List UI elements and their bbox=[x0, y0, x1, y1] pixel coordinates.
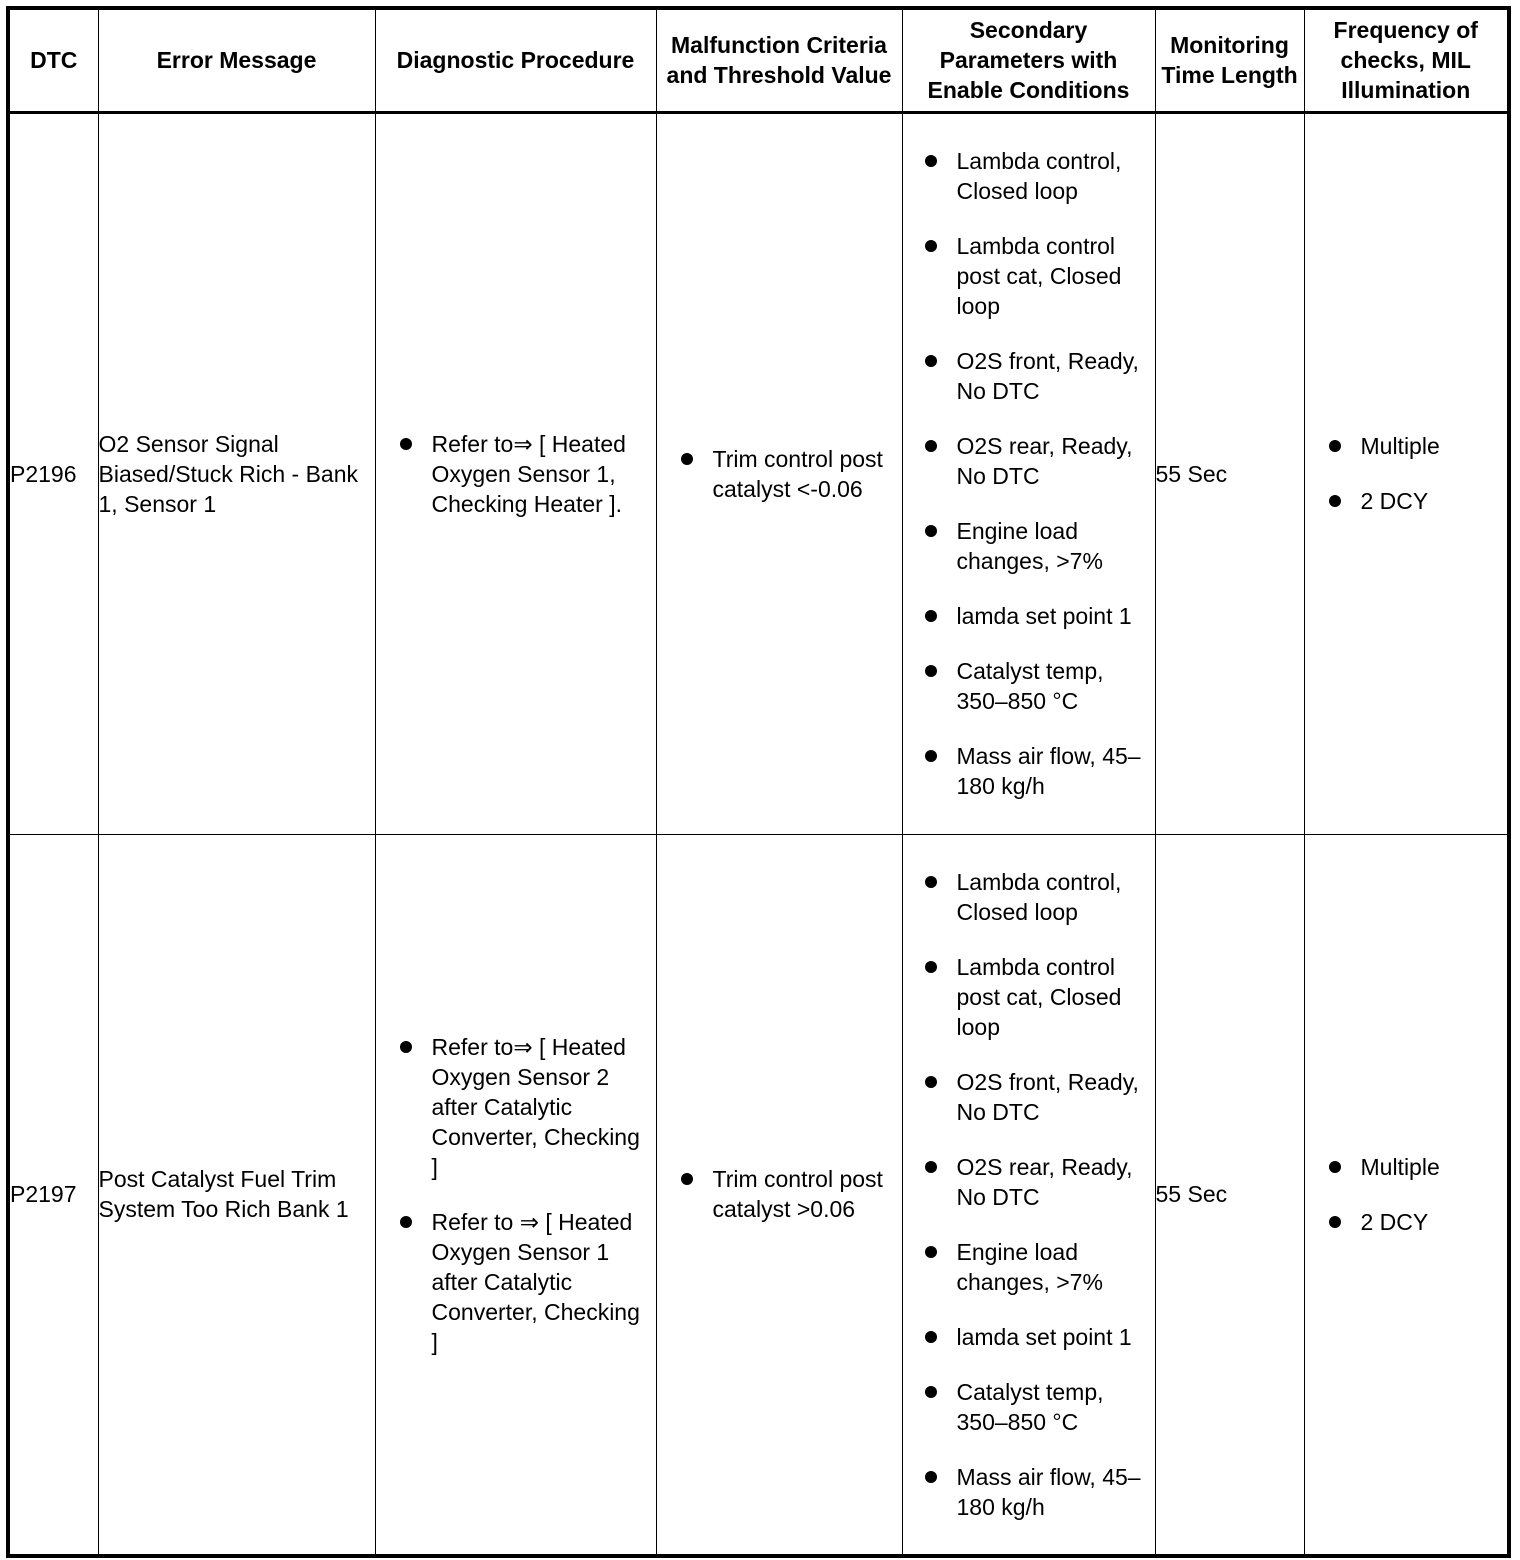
secondary-parameter-item: Mass air flow, 45–180 kg/h bbox=[903, 1462, 1155, 1522]
table-row bbox=[8, 834, 1509, 1556]
secondary-parameter-item: Mass air flow, 45–180 kg/h bbox=[903, 741, 1155, 801]
frequency-list bbox=[1305, 431, 1508, 516]
secondary-parameter-item: Lambda control, Closed loop bbox=[903, 146, 1155, 206]
frequency-cell bbox=[1304, 112, 1509, 834]
error-message-cell: Post Catalyst Fuel Trim System Too Rich Bank 1 bbox=[98, 834, 375, 1556]
monitoring-time-cell: 55 Sec bbox=[1155, 112, 1304, 834]
diagnostic-procedure-list bbox=[376, 429, 656, 519]
header-monitoring-time: Monitoring Time Length bbox=[1155, 8, 1304, 112]
dtc-code-cell: P2196 bbox=[8, 112, 98, 834]
secondary-parameter-item: Engine load changes, >7% bbox=[903, 516, 1155, 576]
secondary-parameter-item: O2S rear, Ready, No DTC bbox=[903, 1152, 1155, 1212]
secondary-parameter-item: Catalyst temp, 350–850 °C bbox=[903, 656, 1155, 716]
frequency-item: Multiple bbox=[1305, 1152, 1508, 1182]
secondary-parameters-cell bbox=[902, 834, 1155, 1556]
dtc-code-cell: P2197 bbox=[8, 834, 98, 1556]
secondary-parameter-item: O2S rear, Ready, No DTC bbox=[903, 431, 1155, 491]
secondary-parameters-cell bbox=[902, 112, 1155, 834]
header-malfunction-criteria: Malfunction Criteria and Threshold Value bbox=[656, 8, 902, 112]
frequency-item: 2 DCY bbox=[1305, 1207, 1508, 1237]
dtc-table bbox=[6, 6, 1511, 1558]
secondary-parameter-item: O2S front, Ready, No DTC bbox=[903, 346, 1155, 406]
diagnostic-procedure-cell bbox=[375, 834, 656, 1556]
diagnostic-procedure-cell bbox=[375, 112, 656, 834]
malfunction-criteria-item: Trim control post catalyst >0.06 bbox=[657, 1164, 902, 1224]
malfunction-criteria-list bbox=[657, 1164, 902, 1224]
diagnostic-procedure-item: Refer to⇒ [ Heated Oxygen Sensor 1, Checking Heater ]. bbox=[376, 429, 656, 519]
monitoring-time-cell: 55 Sec bbox=[1155, 834, 1304, 1556]
secondary-parameter-item: lamda set point 1 bbox=[903, 1322, 1155, 1352]
secondary-parameter-item: Lambda control post cat, Closed loop bbox=[903, 952, 1155, 1042]
diagnostic-procedure-item: Refer to⇒ [ Heated Oxygen Sensor 2 after Catalytic Converter, Checking ] bbox=[376, 1032, 656, 1182]
error-message-cell: O2 Sensor Signal Biased/Stuck Rich - Bank 1, Sensor 1 bbox=[98, 112, 375, 834]
table-body bbox=[8, 112, 1509, 1556]
malfunction-criteria-item: Trim control post catalyst <-0.06 bbox=[657, 444, 902, 504]
secondary-parameter-item: Engine load changes, >7% bbox=[903, 1237, 1155, 1297]
secondary-parameters-list bbox=[903, 146, 1155, 801]
header-secondary-parameters: Secondary Parameters with Enable Conditions bbox=[902, 8, 1155, 112]
frequency-item: 2 DCY bbox=[1305, 486, 1508, 516]
frequency-item: Multiple bbox=[1305, 431, 1508, 461]
secondary-parameter-item: Lambda control, Closed loop bbox=[903, 867, 1155, 927]
malfunction-criteria-cell bbox=[656, 112, 902, 834]
secondary-parameter-item: Lambda control post cat, Closed loop bbox=[903, 231, 1155, 321]
secondary-parameter-item: lamda set point 1 bbox=[903, 601, 1155, 631]
header-dtc: DTC bbox=[8, 8, 98, 112]
diagnostic-procedure-item: Refer to ⇒ [ Heated Oxygen Sensor 1 after Catalytic Converter, Checking ] bbox=[376, 1207, 656, 1357]
malfunction-criteria-list bbox=[657, 444, 902, 504]
secondary-parameters-list bbox=[903, 867, 1155, 1522]
frequency-cell bbox=[1304, 834, 1509, 1556]
table-header bbox=[8, 8, 1509, 112]
header-error-message: Error Message bbox=[98, 8, 375, 112]
header-diagnostic-procedure: Diagnostic Procedure bbox=[375, 8, 656, 112]
secondary-parameter-item: O2S front, Ready, No DTC bbox=[903, 1067, 1155, 1127]
diagnostic-procedure-list bbox=[376, 1032, 656, 1357]
malfunction-criteria-cell bbox=[656, 834, 902, 1556]
header-row bbox=[8, 8, 1509, 112]
frequency-list bbox=[1305, 1152, 1508, 1237]
secondary-parameter-item: Catalyst temp, 350–850 °C bbox=[903, 1377, 1155, 1437]
header-frequency: Frequency of checks, MIL Illumination bbox=[1304, 8, 1509, 112]
table-row bbox=[8, 112, 1509, 834]
